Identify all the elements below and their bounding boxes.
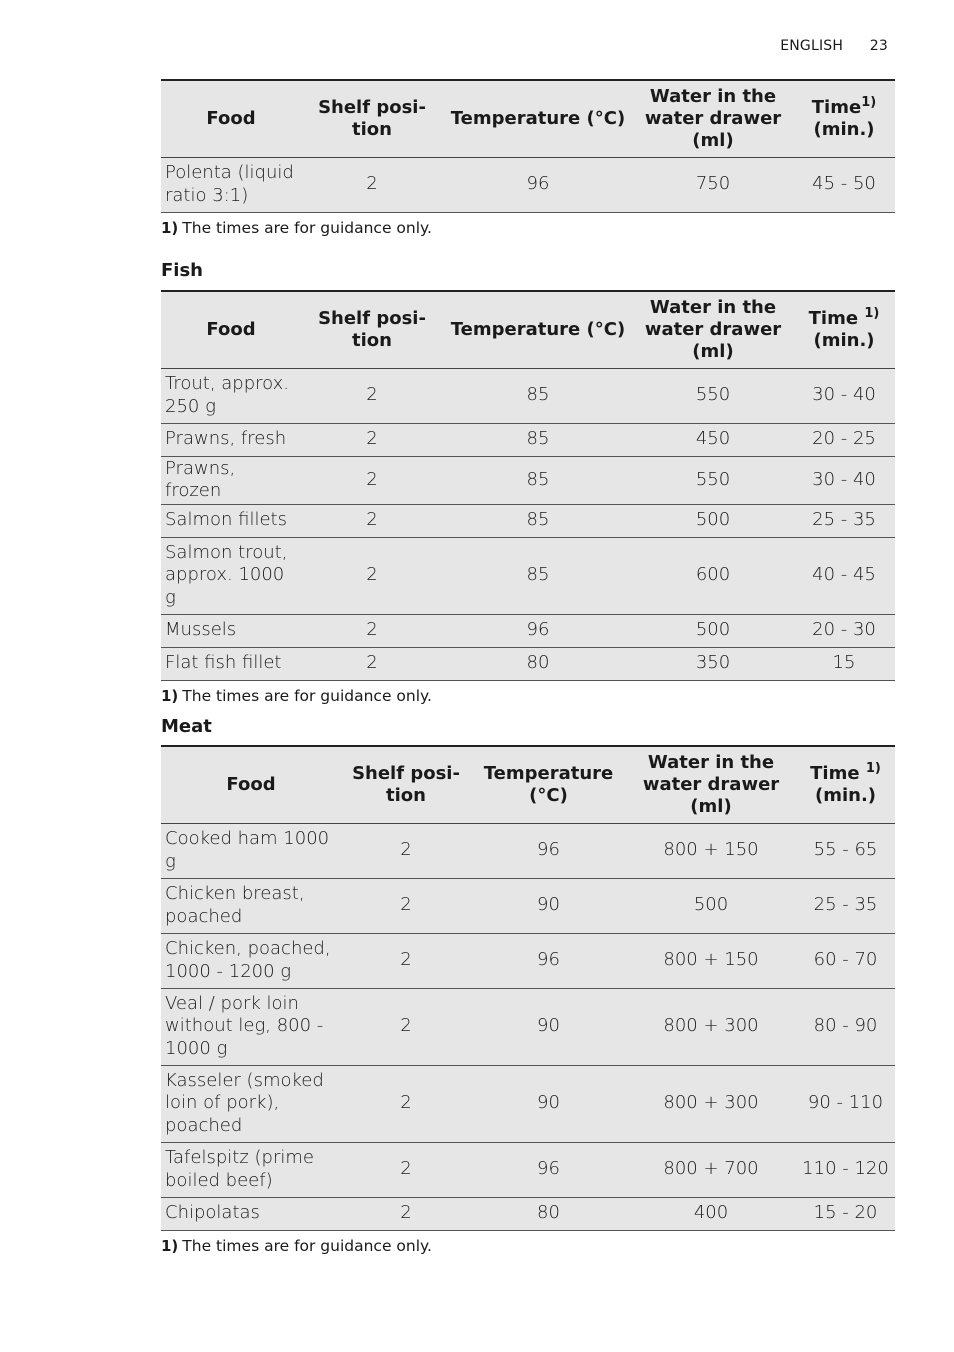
food-cell: Cooked ham 1000 g	[165, 828, 330, 872]
shelf-cell: 2	[400, 1158, 412, 1180]
polenta-section	[161, 79, 895, 237]
food-cell: Salmon fillets	[165, 509, 287, 531]
table-row	[161, 1142, 895, 1197]
time-cell: 15 - 20	[813, 1202, 878, 1224]
time-cell: 20 - 25	[812, 428, 876, 450]
col-time: Time $^{1)}$ (min.)	[810, 760, 881, 806]
food-cell: Chicken, poached, 1000 - 1200 g	[165, 938, 331, 982]
temperature-cell: 96	[526, 619, 550, 641]
temperature-cell: 96	[537, 839, 560, 861]
col-time: Time$^{1)}$ (min.)	[811, 94, 877, 140]
shelf-cell: 2	[366, 468, 378, 490]
water-cell: 550	[695, 384, 731, 406]
temperature-cell: 96	[526, 173, 550, 195]
time-cell: 90 - 110	[807, 1092, 884, 1114]
food-cell: Prawns, frozen	[165, 457, 236, 501]
col-food: Food	[226, 773, 276, 795]
table-row	[161, 157, 895, 212]
shelf-cell: 2	[366, 173, 378, 195]
temperature-cell: 85	[526, 564, 550, 586]
temperature-cell: 80	[526, 652, 550, 674]
shelf-cell: 2	[400, 894, 412, 916]
time-cell: 25 - 35	[813, 894, 878, 916]
water-cell: 800 + 150	[663, 839, 759, 861]
water-cell: 500	[695, 509, 731, 531]
time-cell: 30 - 40	[812, 384, 876, 406]
col-temperature: Temperature (°C)	[483, 762, 614, 806]
table-header-row	[161, 746, 895, 823]
shelf-cell: 2	[400, 949, 412, 971]
water-cell: 450	[695, 428, 731, 450]
footnote: 1) The times are for guidance only.	[161, 686, 432, 705]
shelf-cell: 2	[400, 839, 412, 861]
table-row	[161, 368, 895, 423]
shelf-cell: 2	[400, 1092, 412, 1114]
table-row	[161, 537, 895, 614]
food-cell: Prawns, fresh	[165, 428, 287, 450]
col-temperature: Temperature (°C)	[450, 107, 626, 129]
shelf-cell: 2	[366, 564, 378, 586]
time-cell: 55 - 65	[813, 839, 878, 861]
food-cell: Chipolatas	[165, 1202, 260, 1224]
col-food: Food	[206, 318, 256, 340]
food-cell: Trout, approx. 250 g	[165, 373, 289, 417]
temperature-cell: 90	[537, 894, 560, 916]
col-water: Water in the water drawer (ml)	[644, 296, 782, 362]
table-row	[161, 988, 895, 1065]
time-cell: 25 - 35	[812, 509, 876, 531]
water-cell: 350	[695, 652, 731, 674]
footnote: 1) The times are for guidance only.	[161, 1236, 432, 1255]
col-shelf: Shelf posi-tion	[318, 307, 426, 351]
time-cell: 110 - 120	[802, 1158, 889, 1180]
meat-table	[161, 745, 895, 1231]
fish-section	[161, 260, 895, 705]
water-cell: 750	[695, 173, 731, 195]
water-cell: 800 + 300	[663, 1015, 759, 1037]
water-cell: 500	[693, 894, 729, 916]
col-food: Food	[206, 107, 256, 129]
temperature-cell: 85	[526, 384, 550, 406]
water-cell: 500	[695, 619, 731, 641]
table-header-row	[161, 80, 895, 157]
col-time: Time $^{1)}$ (min.)	[808, 305, 880, 351]
page-header	[780, 38, 888, 54]
time-cell: 80 - 90	[813, 1015, 878, 1037]
food-cell: Chicken breast, poached	[165, 883, 305, 927]
time-cell: 60 - 70	[813, 949, 878, 971]
shelf-cell: 2	[366, 509, 378, 531]
water-cell: 600	[695, 564, 731, 586]
water-cell: 800 + 700	[663, 1158, 759, 1180]
table-row	[161, 456, 895, 504]
polenta-table	[161, 79, 895, 213]
table-row	[161, 1197, 895, 1230]
shelf-cell: 2	[400, 1202, 412, 1224]
food-cell: Veal / pork loin without leg, 800 - 1000 g	[165, 992, 324, 1059]
water-cell: 550	[695, 468, 731, 490]
shelf-cell: 2	[400, 1015, 412, 1037]
table-row	[161, 933, 895, 988]
shelf-cell: 2	[366, 428, 378, 450]
temperature-cell: 96	[537, 1158, 560, 1180]
table-row	[161, 504, 895, 537]
table-row	[161, 878, 895, 933]
temperature-cell: 85	[526, 428, 550, 450]
page-number: 23	[869, 38, 888, 54]
time-cell: 45 - 50	[812, 173, 876, 195]
temperature-cell: 90	[537, 1092, 560, 1114]
food-cell: Polenta (liquid ratio 3:1)	[165, 162, 294, 206]
temperature-cell: 85	[526, 509, 550, 531]
water-cell: 800 + 150	[663, 949, 759, 971]
temperature-cell: 85	[526, 468, 550, 490]
temperature-cell: 90	[537, 1015, 560, 1037]
fish-table	[161, 290, 895, 681]
section-title-fish: Fish	[161, 260, 203, 281]
table-header-row	[161, 291, 895, 368]
food-cell: Kasseler (smoked loin of pork), poached	[165, 1069, 324, 1136]
shelf-cell: 2	[366, 384, 378, 406]
table-row	[161, 1065, 895, 1142]
col-temperature: Temperature (°C)	[450, 318, 626, 340]
temperature-cell: 96	[537, 949, 560, 971]
col-shelf: Shelf posi-tion	[318, 96, 426, 140]
col-water: Water in the water drawer (ml)	[644, 85, 782, 151]
time-cell: 15	[832, 652, 856, 674]
footnote: 1) The times are for guidance only.	[161, 218, 432, 237]
time-cell: 30 - 40	[812, 468, 876, 490]
table-row	[161, 647, 895, 680]
water-cell: 400	[693, 1202, 729, 1224]
food-cell: Tafelspitz (prime boiled beef)	[165, 1147, 314, 1191]
section-title-meat: Meat	[161, 716, 212, 737]
food-cell: Mussels	[165, 619, 237, 641]
time-cell: 40 - 45	[812, 564, 876, 586]
meat-section	[161, 716, 895, 1255]
shelf-cell: 2	[366, 619, 378, 641]
water-cell: 800 + 300	[663, 1092, 759, 1114]
language-label: ENGLISH	[780, 38, 844, 54]
table-row	[161, 823, 895, 878]
shelf-cell: 2	[366, 652, 378, 674]
temperature-cell: 80	[537, 1202, 560, 1224]
col-shelf: Shelf posi-tion	[352, 762, 460, 806]
table-row	[161, 423, 895, 456]
table-row	[161, 614, 895, 647]
time-cell: 20 - 30	[812, 619, 876, 641]
col-water: Water in the water drawer (ml)	[642, 751, 780, 817]
food-cell: Flat fish fillet	[165, 652, 282, 674]
food-cell: Salmon trout, approx. 1000 g	[165, 541, 288, 608]
